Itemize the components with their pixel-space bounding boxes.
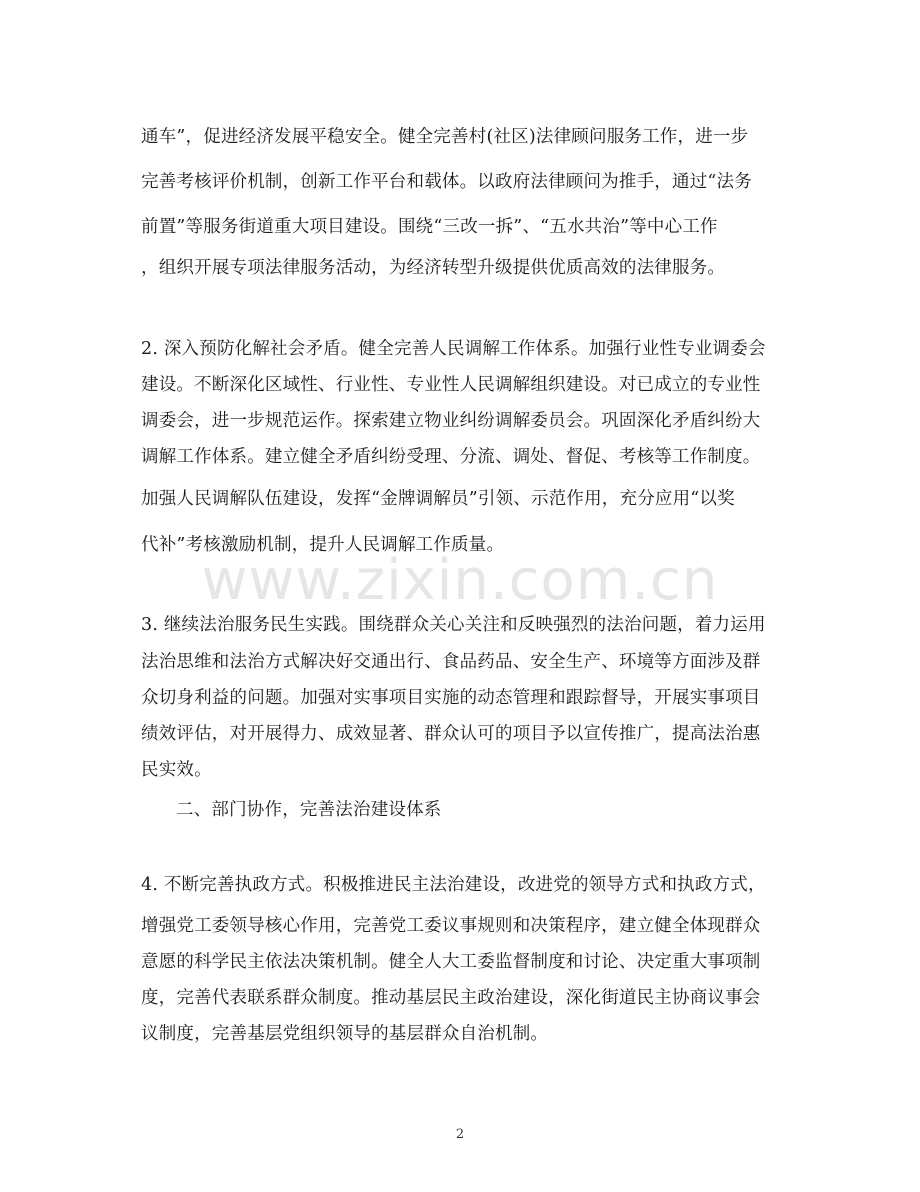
page-number: 2 [455, 1127, 465, 1142]
paragraph-3-line: 绩效评估，对开展得力、成效显著、群众认可的项目予以宣传推广，提高法治惠 [141, 724, 761, 744]
paragraph-3-line: 众切身利益的问题。加强对实事项目实施的动态管理和跟踪督导，开展实事项目 [141, 688, 761, 708]
paragraph-4-line: 议制度，完善基层党组织领导的基层群众自治机制。 [141, 1024, 549, 1044]
paragraph-2-line: 代补”考核激励机制，提升人民调解工作质量。 [141, 535, 505, 555]
paragraph-3-line: 3. 继续法治服务民生实践。围绕群众关心关注和反映强烈的法治问题，着力运用 [141, 615, 766, 635]
paragraph-1-line: 通车”，促进经济发展平稳安全。健全完善村(社区)法律顾问服务工作，进一步 [141, 127, 749, 147]
paragraph-4-line: 4. 不断完善执政方式。积极推进民主法治建设，改进党的领导方式和执政方式， [141, 875, 766, 895]
paragraph-4-line: 增强党工委领导核心作用，完善党工委议事规则和决策程序，建立健全体现群众 [141, 916, 761, 936]
section-heading: 二、部门协作，完善法治建设体系 [176, 800, 442, 820]
paragraph-3-line: 法治思维和法治方式解决好交通出行、食品药品、安全生产、环境等方面涉及群 [141, 652, 761, 672]
paragraph-2-line: 调解工作体系。建立健全矛盾纠纷受理、分流、调处、督促、考核等工作制度。 [141, 447, 761, 467]
paragraph-1-line: ，组织开展专项法律服务活动，为经济转型升级提供优质高效的法律服务。 [141, 258, 726, 278]
paragraph-4-line: 度，完善代表联系群众制度。推动基层民主政治建设，深化街道民主协商议事会 [141, 988, 761, 1008]
watermark: www.zixin.com.cn [201, 548, 719, 613]
paragraph-2-line: 2. 深入预防化解社会矛盾。健全完善人民调解工作体系。加强行业性专业调委会 [141, 339, 766, 359]
paragraph-1-line: 完善考核评价机制，创新工作平台和载体。以政府法律顾问为推手，通过“法务 [141, 172, 752, 192]
paragraph-4-line: 意愿的科学民主依法决策机制。健全人大工委监督制度和讨论、决定重大事项制 [141, 952, 761, 972]
paragraph-2-line: 加强人民调解队伍建设，发挥“金牌调解员”引领、示范作用，充分应用“以奖 [141, 489, 735, 509]
paragraph-2-line: 调委会，进一步规范运作。探索建立物业纠纷调解委员会。巩固深化矛盾纠纷大 [141, 411, 761, 431]
paragraph-3-line: 民实效。 [141, 760, 212, 780]
paragraph-2-line: 建设。不断深化区域性、行业性、专业性人民调解组织建设。对已成立的专业性 [141, 375, 761, 395]
paragraph-1-line: 前置”等服务街道重大项目建设。围绕“三改一拆”、“五水共治”等中心工作 [141, 217, 718, 237]
